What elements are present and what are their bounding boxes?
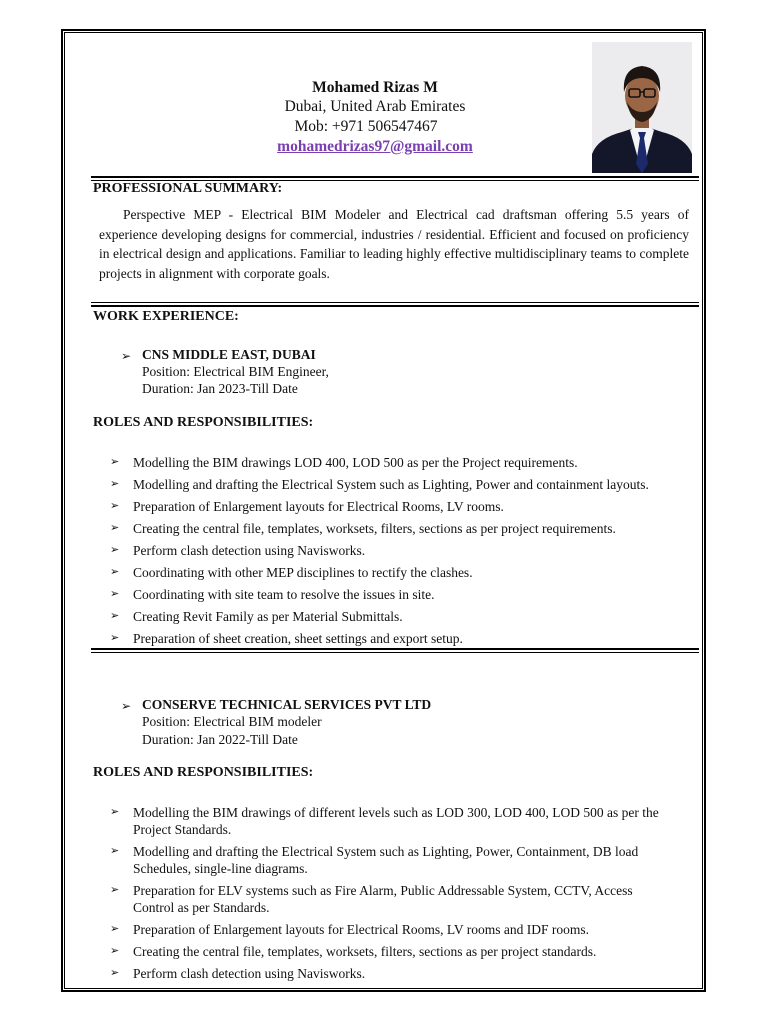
roles-heading: ROLES AND RESPONSIBILITIES:: [93, 765, 314, 780]
profile-photo: [592, 42, 692, 173]
section-divider: [91, 302, 699, 303]
candidate-location: Dubai, United Arab Emirates: [284, 98, 466, 115]
summary-heading: PROFESSIONAL SUMMARY:: [93, 181, 283, 196]
list-item: ➢ Modelling and drafting the Electrical System such as Lighting, Power and containment layouts.: [110, 477, 649, 492]
job-position: Position: Electrical BIM Engineer,: [142, 364, 329, 379]
section-divider: [91, 305, 699, 307]
arrow-bullet-icon: ➢: [121, 349, 132, 363]
job-duration: Duration: Jan 2022-Till Date: [142, 732, 298, 747]
list-item: ➢ Modelling the BIM drawings LOD 400, LOD 500 as per the Project requirements.: [110, 455, 578, 470]
list-item: ➢ Perform clash detection using Navisworks.: [110, 543, 366, 558]
arrow-bullet-icon: ➢: [110, 610, 120, 622]
roles-heading: ROLES AND RESPONSIBILITIES:: [93, 415, 314, 430]
arrow-bullet-icon: ➢: [110, 884, 120, 896]
section-divider: [91, 176, 699, 178]
roles-list: [106, 804, 676, 982]
company-name: CONSERVE TECHNICAL SERVICES PVT LTD: [142, 697, 432, 712]
job-position: Position: Electrical BIM modeler: [142, 714, 322, 729]
list-item: ➢ Coordinating with other MEP disciplines to rectify the clashes.: [110, 565, 473, 580]
email-link[interactable]: mohamedrizas97@gmail.com: [277, 138, 473, 155]
job-entry: [121, 697, 131, 715]
section-divider: [91, 652, 699, 653]
arrow-bullet-icon: ➢: [110, 500, 120, 512]
arrow-bullet-icon: ➢: [110, 588, 120, 600]
arrow-bullet-icon: ➢: [110, 478, 120, 490]
roles-list: [106, 454, 676, 647]
arrow-bullet-icon: ➢: [121, 699, 132, 713]
arrow-bullet-icon: ➢: [110, 544, 120, 556]
candidate-name: Mohamed Rizas M: [312, 79, 438, 96]
company-name: CNS MIDDLE EAST, DUBAI: [142, 347, 316, 362]
list-item: ➢ Coordinating with site team to resolve the issues in site.: [110, 587, 435, 602]
job-entry: [121, 347, 131, 365]
work-heading: WORK EXPERIENCE:: [93, 309, 239, 324]
arrow-bullet-icon: ➢: [110, 806, 120, 818]
arrow-bullet-icon: ➢: [110, 923, 120, 935]
arrow-bullet-icon: ➢: [110, 456, 120, 468]
list-item: ➢ Creating Revit Family as per Material Submittals.: [110, 609, 403, 624]
job-duration: Duration: Jan 2023-Till Date: [142, 381, 298, 396]
arrow-bullet-icon: ➢: [110, 845, 120, 857]
list-item: ➢ Preparation of sheet creation, sheet settings and export setup.: [110, 631, 463, 646]
arrow-bullet-icon: ➢: [110, 945, 120, 957]
summary-text: Perspective MEP - Electrical BIM Modeler and Electrical cad draftsman offering 5.5 years of experience developing designs for commercial, industries / residential. Efficient and focused on proficiency in electrical design and applications. Familiar to leading highly effective multidisciplinary teams to complete projects in alignment with corporate goals.: [99, 207, 689, 281]
candidate-mobile: Mob: +971 506547467: [294, 118, 438, 135]
arrow-bullet-icon: ➢: [110, 522, 120, 534]
list-item: ➢ Preparation for ELV systems such as Fire Alarm, Public Addressable System, CCTV, Access Control as per Standards.: [110, 883, 633, 915]
list-item: ➢ Modelling and drafting the Electrical System such as Lighting, Power, Containment, DB load Schedules, single-line diagrams.: [110, 844, 639, 876]
arrow-bullet-icon: ➢: [110, 566, 120, 578]
section-divider: [91, 648, 699, 650]
list-item: ➢ Preparation of Enlargement layouts for Electrical Rooms, LV rooms.: [110, 499, 504, 514]
list-item: ➢ Perform clash detection using Navisworks.: [110, 966, 366, 981]
arrow-bullet-icon: ➢: [110, 967, 120, 979]
list-item: ➢ Preparation of Enlargement layouts for Electrical Rooms, LV rooms and IDF rooms.: [110, 922, 590, 937]
list-item: ➢ Creating the central file, templates, worksets, filters, sections as per project standards.: [110, 944, 597, 959]
list-item: ➢ Modelling the BIM drawings of different levels such as LOD 300, LOD 400, LOD 500 as per the Project Standards.: [110, 805, 659, 837]
arrow-bullet-icon: ➢: [110, 632, 120, 644]
list-item: ➢ Creating the central file, templates, worksets, filters, sections as per project requirements.: [110, 521, 616, 536]
